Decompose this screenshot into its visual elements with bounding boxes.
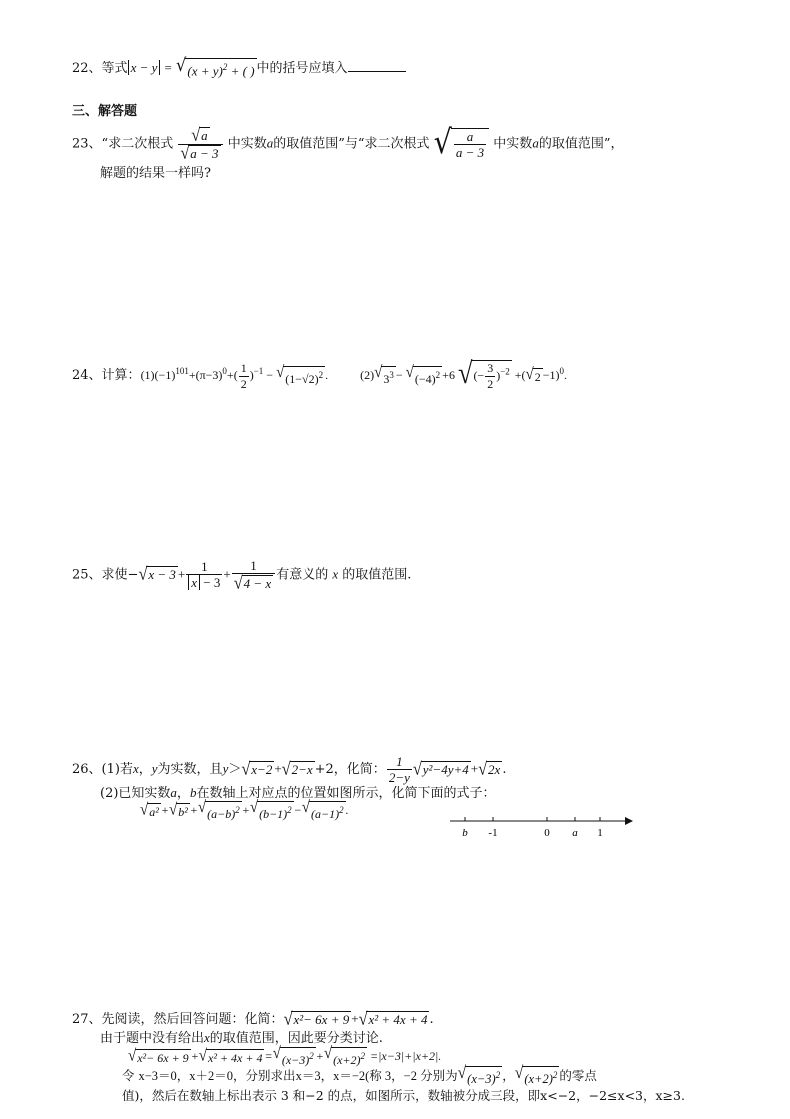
- text: 中的括号应填入: [256, 61, 348, 77]
- radical-sign: √: [198, 1046, 208, 1065]
- radical: [301, 798, 346, 822]
- question-number: 25、: [72, 567, 102, 583]
- radical: [198, 1046, 265, 1066]
- radical: [457, 1063, 503, 1087]
- radicand: x − 3: [148, 567, 176, 583]
- radicand: [522, 1066, 559, 1087]
- variable: a: [170, 785, 177, 800]
- radical: [249, 798, 294, 822]
- radical: [168, 800, 190, 820]
- question-23-line2: 解题的结果一样吗?: [100, 166, 211, 181]
- variable: y: [151, 761, 158, 776]
- radical: [359, 1011, 430, 1028]
- radicand-base: 3: [383, 371, 390, 386]
- radical: [241, 761, 274, 778]
- text: (1)若: [101, 762, 133, 777]
- period: .: [502, 762, 507, 777]
- radical: [180, 145, 220, 162]
- radicand-base: (1−√2): [285, 371, 319, 386]
- comma: ，: [138, 762, 152, 777]
- text: 等式: [101, 61, 128, 77]
- radical: [138, 566, 177, 583]
- gt: ＞: [228, 762, 242, 777]
- fraction: [239, 361, 249, 392]
- numerator: 1: [240, 360, 247, 375]
- radical-sign: √: [301, 798, 311, 817]
- expr: +(: [514, 367, 526, 382]
- radicand-base: (x+2): [524, 1072, 553, 1087]
- comma: ，: [176, 786, 190, 801]
- numerator: 1: [201, 559, 208, 575]
- radical-sign: √: [433, 122, 452, 162]
- exponent: 2: [318, 369, 324, 380]
- radicand-base: (b−1): [259, 806, 288, 821]
- text: 求使−: [101, 567, 139, 583]
- exponent: −2: [500, 366, 510, 377]
- exponent: 2: [435, 369, 441, 380]
- text: +2，化简：: [314, 762, 386, 777]
- plus: +: [470, 761, 479, 776]
- radicand-base: (x−3): [281, 1052, 310, 1067]
- fraction: [485, 361, 495, 392]
- text: 的取值范围”与“求二次根式: [273, 136, 430, 152]
- radical-sign: √: [412, 759, 422, 779]
- variable: b: [189, 785, 197, 800]
- radical-sign: √: [514, 1063, 524, 1083]
- plus: +: [177, 566, 186, 582]
- text: x＝3，x＝−2(称 3，−2 分别为: [295, 1069, 458, 1084]
- question-number: 23、: [72, 136, 102, 152]
- radical-sign: √: [478, 759, 488, 779]
- radicand: [381, 366, 396, 387]
- text: 令: [122, 1068, 135, 1084]
- plus: +: [226, 367, 234, 382]
- abs-expression: x − y: [128, 60, 161, 75]
- radical-sign: √: [323, 1044, 333, 1063]
- text: 中实数: [493, 136, 533, 152]
- exponent: 0: [222, 365, 227, 376]
- exponent: 2: [360, 1050, 366, 1061]
- radical-sign: √: [457, 1063, 467, 1083]
- question-27-line3: √ x²− 6x + 9 + √ x² + 4x + 4 = √ $(x-3)^2$ + √ $(x+2)^2$ =|x−3|+|x+2|.: [128, 1046, 441, 1068]
- variable: a: [266, 135, 274, 151]
- radicand: [331, 1047, 367, 1068]
- radical-sign: √: [457, 355, 473, 390]
- radical-sign: √: [168, 800, 178, 819]
- question-25: [72, 558, 411, 592]
- exponent: 101: [175, 365, 189, 376]
- radical-sign: √: [525, 365, 534, 384]
- radical: [323, 1044, 367, 1068]
- fraction-1: [186, 559, 222, 590]
- radical-sign: √: [176, 54, 187, 76]
- radical: [128, 1046, 191, 1066]
- text: 先阅读，然后回答问题：化简：: [101, 1012, 284, 1027]
- radicand: x²− 6x + 9: [137, 1050, 189, 1065]
- question-24: 24、计算：$(1)(-1)^{101}+(\pi-3)^0+$( $\frac{1}{2}$ )$^{-1}$ − √ $(1-√2)^2$ . (2) √ $3^3$ − √ $(-4)^2$ +6 √ (− $\frac{3}{2}$ )$^{-2}$ +( √ 2 −1)$^0$.: [72, 360, 567, 392]
- radical-sign: √: [283, 1009, 293, 1029]
- radical-sign: √: [180, 143, 190, 163]
- denominator: [232, 573, 275, 592]
- radicand: x² + 4x + 4: [368, 1012, 428, 1027]
- radicand-base: (a−1): [311, 806, 340, 821]
- radicand-base: (a−b): [207, 806, 236, 821]
- expr: −1): [542, 367, 560, 382]
- fraction-2: [454, 129, 486, 160]
- radicand: b²: [178, 804, 188, 819]
- radical: [284, 1011, 352, 1028]
- text: 计算：: [101, 367, 141, 383]
- exponent: 2: [339, 804, 344, 815]
- numerator: 1: [396, 754, 403, 769]
- radical: [272, 1044, 316, 1068]
- radicand: [413, 366, 442, 387]
- text: 为实数，且: [157, 762, 223, 777]
- denominator: 2−y: [388, 770, 410, 785]
- minus: −: [395, 367, 403, 382]
- text: 的取值范围.: [342, 567, 412, 583]
- radicand: a²: [149, 804, 159, 819]
- numerator: a: [466, 129, 474, 145]
- exponent: −1: [253, 365, 264, 376]
- radicand: a: [201, 127, 208, 143]
- radicand-base: (x−3): [467, 1072, 496, 1087]
- question-number: 26、: [72, 762, 102, 777]
- radicand: 2: [534, 369, 541, 384]
- radicand: [309, 801, 346, 822]
- radicand: 4 − x: [243, 575, 272, 591]
- text: 有意义的: [276, 567, 329, 583]
- radical-sign: √: [281, 759, 291, 779]
- radicand: x²− 6x + 9: [293, 1012, 350, 1027]
- question-22: [72, 54, 406, 79]
- question-23: [72, 122, 624, 163]
- radicand: 2x: [488, 762, 501, 777]
- radicand: [451, 128, 489, 160]
- radical-sign: √: [276, 363, 285, 381]
- question-26-expression: √ a² + √ b² + √ $(a-b)^2$ + √ $(b-1)^2$ − √ $(a-1)^2$ .: [140, 800, 349, 822]
- exponent: 2: [222, 62, 228, 72]
- text: 的取值范围”，: [538, 136, 624, 152]
- radicand-base: (x+2): [333, 1052, 361, 1067]
- radical-sign: √: [138, 564, 148, 585]
- numerator: 1: [250, 558, 257, 573]
- radical-sign: √: [374, 363, 383, 381]
- text: 的零点: [559, 1068, 597, 1084]
- radicand: x−2: [251, 762, 273, 777]
- equals: =: [164, 60, 172, 76]
- question-number: 22、: [72, 61, 102, 77]
- text: 的取值范围，因此要分类讨论.: [209, 1031, 383, 1046]
- radical: [413, 761, 471, 778]
- radicand: x² + 4x + 4: [208, 1050, 263, 1065]
- section-title: 三、解答题: [72, 104, 138, 119]
- minus: −: [266, 367, 274, 382]
- question-number: 27、: [72, 1012, 102, 1027]
- denominator: [186, 574, 222, 590]
- exponent: 2: [552, 1070, 558, 1080]
- fraction-2: [232, 558, 275, 592]
- radical-sign: √: [241, 759, 251, 779]
- exponent: 2: [495, 1070, 501, 1080]
- radicand: 2−x: [291, 762, 313, 777]
- radical-sign: √: [358, 1009, 368, 1029]
- text: (2)已知实数: [100, 786, 171, 801]
- period: .: [325, 367, 329, 382]
- text: 中实数: [227, 136, 267, 152]
- radical-sign: √: [272, 1044, 281, 1063]
- numerator: 3: [487, 361, 494, 375]
- radicand: a − 3: [190, 146, 219, 162]
- variable: a: [532, 135, 539, 151]
- question-27: 27、先阅读，然后回答问题：化简： √ x²− 6x + 9 + √ x² + 4x + 4 .: [72, 1009, 434, 1029]
- radicand: [280, 1047, 316, 1068]
- radical: [276, 363, 325, 387]
- radicand-base: (−4): [414, 371, 436, 386]
- label-a: a: [572, 827, 578, 839]
- radical: [525, 365, 543, 385]
- radical-sign: √: [233, 572, 243, 593]
- radical: [233, 572, 273, 593]
- radical: [405, 363, 443, 387]
- number-line: [445, 812, 635, 842]
- plus: +: [223, 566, 231, 582]
- expr: − 3: [203, 575, 221, 591]
- radical: [191, 124, 209, 145]
- question-27-line5: 值)，然后在数轴上标出表示 3 和−2 的点，如图所示，数轴被分成三段，即x<−2，−2≤x<3，x≥3.: [122, 1088, 685, 1103]
- radical: [197, 798, 242, 822]
- answer-blank[interactable]: [348, 59, 406, 72]
- radicand: y²−4y+4: [422, 762, 469, 777]
- radicand: [257, 801, 294, 822]
- question-number: 24、: [72, 367, 102, 383]
- text: x−3＝0，x＋2＝0，分别求出: [138, 1069, 296, 1084]
- exponent: 2: [309, 1050, 314, 1061]
- abs-x: x: [188, 575, 200, 590]
- radical: [282, 761, 315, 778]
- exponent: 2: [235, 804, 240, 815]
- plus: +: [274, 761, 282, 776]
- variable: x: [332, 566, 339, 582]
- expr: (2): [360, 367, 375, 382]
- radicand: [205, 801, 242, 822]
- denominator: [178, 144, 222, 163]
- radical-sign: √: [191, 124, 201, 145]
- numerator: [189, 126, 211, 144]
- variable: x: [204, 1030, 210, 1045]
- expr: +(π−3): [188, 367, 223, 382]
- label-minus1: -1: [488, 827, 498, 839]
- radical: [176, 54, 257, 79]
- expr: (1)(−1): [140, 367, 176, 382]
- radical: [478, 761, 502, 778]
- expr: =|x−3|+|x+2|.: [370, 1049, 442, 1063]
- radicand-base: (x + y): [187, 63, 223, 79]
- radical-fraction: [433, 122, 490, 162]
- plus: +: [230, 63, 240, 79]
- question-27-line4: 令 x−3＝0，x＋2＝0，分别求出x＝3，x＝−2(称 3，−2 分别为 √ $(x-3)^2$ ， √ $(x+2)^2$ 的零点: [122, 1066, 597, 1087]
- label-1: 1: [597, 827, 603, 839]
- radical: [374, 363, 396, 387]
- arrow-head: [625, 817, 633, 825]
- variable: y: [222, 761, 229, 776]
- variable: x: [132, 761, 139, 776]
- paren-blank: ( ): [242, 63, 255, 79]
- exponent: 0: [559, 365, 565, 376]
- denominator: 2: [240, 376, 247, 391]
- text: 在数轴上对应点的位置如图所示，化简下面的式子：: [196, 786, 496, 801]
- fraction-1: [178, 126, 222, 162]
- denominator: a − 3: [455, 145, 485, 161]
- radical-sign: √: [128, 1046, 137, 1065]
- radicand: [185, 58, 256, 79]
- radicand: [465, 1066, 502, 1087]
- exponent: 3: [389, 369, 394, 380]
- period: .: [564, 367, 568, 382]
- radical: [514, 1063, 560, 1087]
- denominator: 2: [487, 377, 494, 391]
- radical-fraction: [457, 355, 512, 392]
- radical-sign: √: [249, 798, 259, 817]
- radical-sign: √: [140, 800, 149, 819]
- text: “求二次根式: [101, 136, 174, 152]
- radical: [140, 800, 161, 820]
- radicand: [283, 366, 325, 387]
- text: 由于题中没有给出: [100, 1031, 205, 1046]
- question-26: [72, 754, 506, 785]
- exponent: 2: [287, 804, 292, 815]
- radical-sign: √: [197, 798, 207, 817]
- radical-sign: √: [405, 363, 414, 381]
- fraction: [387, 754, 412, 785]
- radicand: (− $\frac{3}{2}$ )$^{-2}$: [473, 361, 510, 391]
- label-b: b: [462, 827, 468, 839]
- expr: +6: [442, 367, 455, 382]
- label-0: 0: [544, 827, 550, 839]
